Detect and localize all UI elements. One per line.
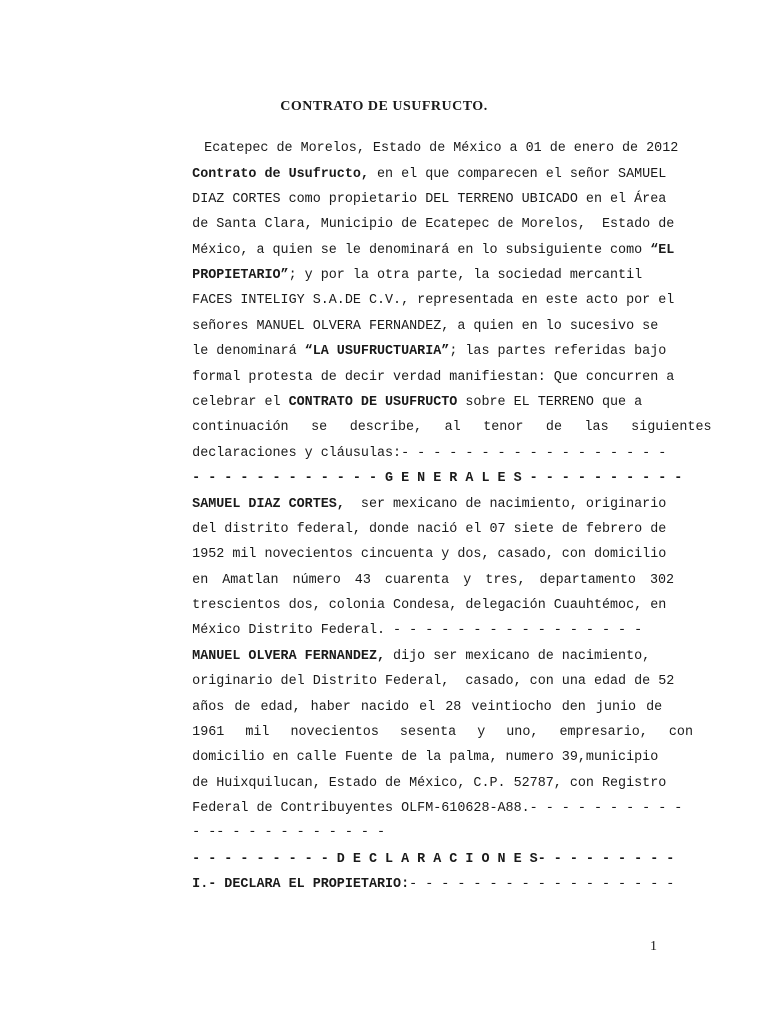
text-run: en Amatlan número 43 cuarenta y tres, departamento 302 <box>192 573 675 588</box>
text-line <box>160 557 675 588</box>
text-line <box>160 303 660 334</box>
bold-text-run: I.- DECLARA EL PROPIETARIO: <box>192 877 410 892</box>
text-line <box>160 379 660 410</box>
text-run: señores MANUEL OLVERA FERNANDEZ, a quien en lo sucesivo se <box>192 319 659 334</box>
bold-text-run: MANUEL OLVERA FERNANDEZ, <box>192 649 386 664</box>
text-line <box>160 582 667 613</box>
text-line <box>160 201 675 232</box>
text-run: dijo ser mexicano de nacimiento, <box>385 649 651 664</box>
text-line <box>160 404 712 435</box>
text-run: - -- - - - - - - - - - - <box>192 825 386 840</box>
text-run: en el que comparecen el señor SAMUEL <box>368 167 667 182</box>
text-run: declaraciones y cláusulas:- - - - - - - - - - - - - - - - - <box>192 446 667 461</box>
text-run: del distrito federal, donde nació el 07 siete de febrero de <box>192 522 667 537</box>
bold-text-run: SAMUEL DIAZ CORTES, <box>192 497 345 512</box>
text-line <box>160 151 667 182</box>
text-line <box>160 861 675 892</box>
text-line <box>160 252 660 283</box>
bold-text-run: PROPIETARIO” <box>192 268 289 283</box>
text-run: FACES INTELIGY S.A.DE C.V., representada en este acto por el <box>192 293 675 308</box>
text-run: Federal de Contribuyentes OLFM-610628-A88.- - - - - - - - - - <box>192 801 683 816</box>
text-run: sobre EL TERRENO que a <box>457 395 643 410</box>
text-line <box>160 277 675 308</box>
text-run: DIAZ CORTES como propietario DEL TERRENO UBICADO en el Área <box>192 192 667 207</box>
text-run: celebrar el <box>192 395 289 410</box>
text-line <box>160 658 675 689</box>
text-run: - - - - - - - - - D E C L A R A C I O N E S- - - - - - - - - <box>192 852 675 867</box>
text-line <box>160 354 675 385</box>
bold-text-run: “LA USUFRUCTUARIA” <box>304 344 450 359</box>
text-run: formal protesta de decir verdad manifiestan: Que concurren a <box>192 370 675 385</box>
text-run: - - - - - - - - - - - - G E N E R A L E S - - - - - - - - - - <box>192 471 683 486</box>
text-run: originario del Distrito Federal, casado, con una edad de 52 <box>192 674 675 689</box>
text-run: le denominará <box>192 344 305 359</box>
section-heading-generales <box>160 455 683 486</box>
text-line <box>160 481 667 512</box>
text-run: México, a quien se le denominará en lo subsiguiente como <box>192 243 651 258</box>
page-number: 1 <box>650 939 657 954</box>
text-run: 1961 mil novecientos sesenta y uno, empresario, con <box>192 725 693 740</box>
text-run: ; y por la otra parte, la sociedad mercantil <box>288 268 643 283</box>
text-run: de Huixquilucan, Estado de México, C.P. 52787, con Registro <box>192 776 667 791</box>
text-line <box>160 809 660 840</box>
text-line <box>160 785 683 816</box>
text-line <box>160 506 667 537</box>
text-line <box>160 607 660 638</box>
text-line <box>160 227 675 258</box>
text-line <box>160 531 667 562</box>
text-run: - - - - - - - - - - - - - - - - - <box>409 877 675 892</box>
text-line <box>172 125 679 156</box>
text-run: años de edad, haber nacido el 28 veintiocho den junio de <box>192 700 663 715</box>
section-heading-declaraciones <box>160 836 675 867</box>
bold-text-run: CONTRATO DE USUFRUCTO <box>288 395 458 410</box>
bold-text-run: Contrato de Usufructo, <box>192 167 369 182</box>
text-run: México Distrito Federal. - - - - - - - - - - - - - - - - <box>192 623 643 638</box>
bold-text-run: “EL <box>650 243 675 258</box>
text-run: continuación se describe, al tenor de las siguientes <box>192 420 712 435</box>
text-line <box>160 328 667 359</box>
text-run: ; las partes referidas bajo <box>449 344 667 359</box>
text-line <box>160 760 667 791</box>
text-line <box>160 176 667 207</box>
text-run: ser mexicano de nacimiento, originario <box>344 497 667 512</box>
text-run: de Santa Clara, Municipio de Ecatepec de Morelos, Estado de <box>192 217 675 232</box>
text-run: domicilio en calle Fuente de la palma, numero 39,municipio <box>192 750 659 765</box>
text-run: Ecatepec de Morelos, Estado de México a 01 de enero de 2012 <box>204 141 679 156</box>
text-line <box>160 430 667 461</box>
text-run: 1952 mil novecientos cincuenta y dos, casado, con domicilio <box>192 547 667 562</box>
document-title: CONTRATO DE USUFRUCTO. <box>280 99 488 114</box>
text-line <box>160 709 693 740</box>
text-line <box>160 633 660 664</box>
text-run: trescientos dos, colonia Condesa, delegación Cuauhtémoc, en <box>192 598 667 613</box>
text-line <box>160 684 663 715</box>
text-line <box>160 734 660 765</box>
